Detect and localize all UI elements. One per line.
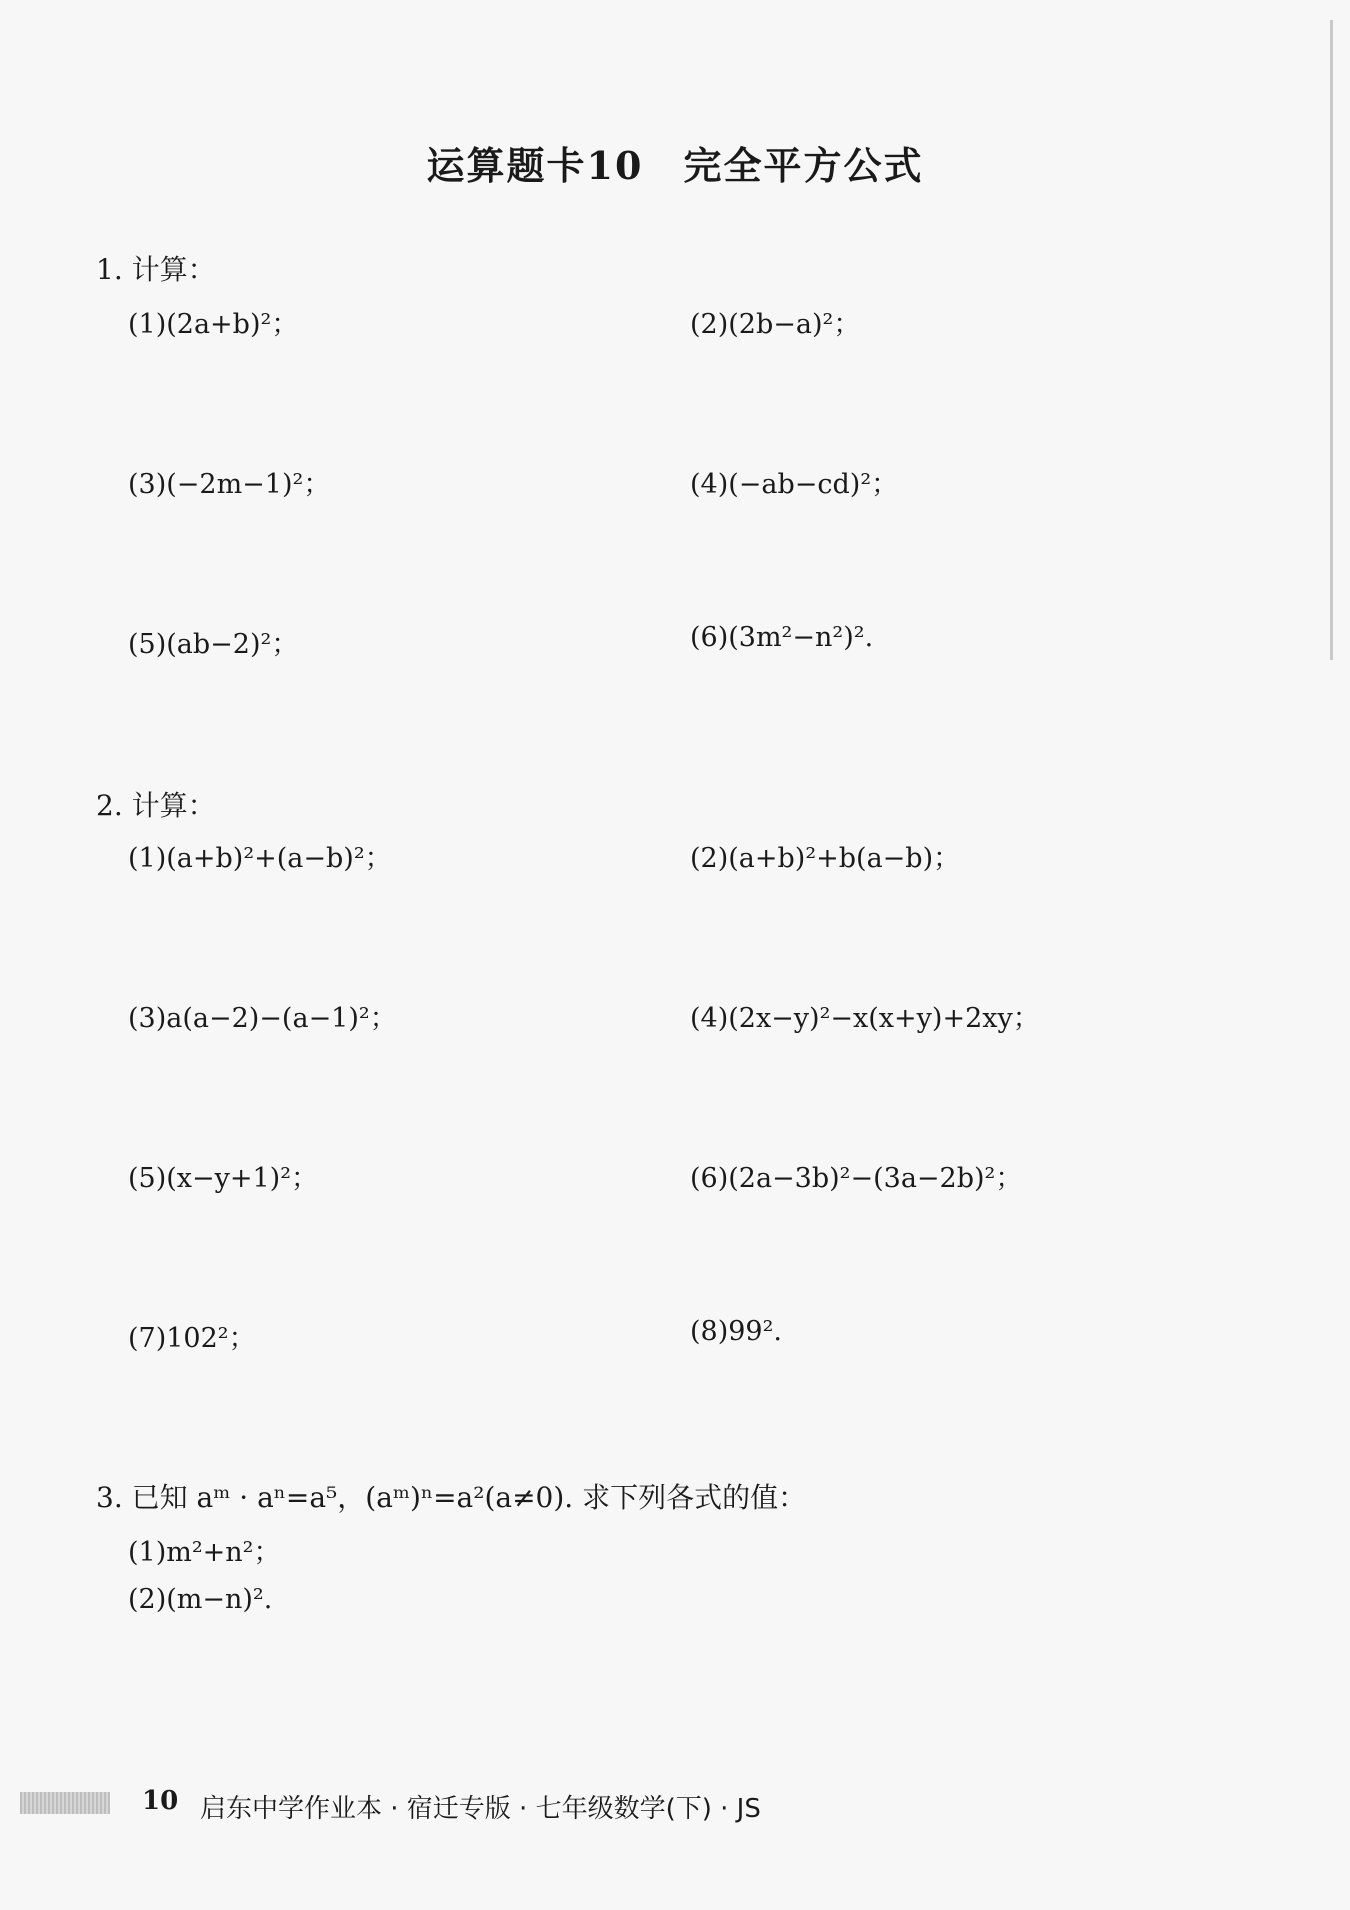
s1-item-5: (5)(ab−2)²；: [128, 629, 299, 660]
section-1-heading: 1. 计算：: [96, 253, 216, 286]
title-card-number: 运算题卡10: [426, 143, 644, 188]
section-3-heading: 3. 已知 aᵐ · aⁿ=a⁵，(aᵐ)ⁿ=a²(a≠0). 求下列各式的值：: [96, 1481, 807, 1514]
s2-item-6: (6)(2a−3b)²−(3a−2b)²；: [690, 1163, 1023, 1194]
s2-item-7: (7)102²；: [128, 1323, 256, 1354]
page-number: 10: [142, 1786, 179, 1816]
s1-item-6: (6)(3m²−n²)².: [690, 622, 874, 653]
s2-item-3: (3)a(a−2)−(a−1)²；: [128, 1003, 397, 1034]
s2-item-2: (2)(a+b)²+b(a−b)；: [690, 843, 961, 874]
s2-item-4: (4)(2x−y)²−x(x+y)+2xy；: [690, 1003, 1040, 1034]
s1-item-3: (3)(−2m−1)²；: [128, 469, 331, 500]
s2-item-8: (8)99².: [690, 1316, 783, 1347]
s2-item-1: (1)(a+b)²+(a−b)²；: [128, 843, 392, 874]
s1-item-2: (2)(2b−a)²；: [690, 309, 861, 340]
scan-edge-line: [1330, 20, 1333, 660]
page-footer: [0, 1786, 1350, 1826]
s3-item-2: (2)(m−n)².: [128, 1584, 273, 1615]
footer-decor-bar: [20, 1792, 110, 1814]
s1-item-1: (1)(2a+b)²；: [128, 309, 299, 340]
s1-item-4: (4)(−ab−cd)²；: [690, 469, 899, 500]
page-title: [0, 135, 1350, 190]
footer-book-title: 启东中学作业本 · 宿迁专版 · 七年级数学(下) · JS: [200, 1794, 761, 1824]
s2-item-5: (5)(x−y+1)²；: [128, 1163, 319, 1194]
section-2-heading: 2. 计算：: [96, 789, 216, 822]
title-topic: 完全平方公式: [683, 143, 924, 188]
s3-item-1: (1)m²+n²；: [128, 1537, 281, 1568]
